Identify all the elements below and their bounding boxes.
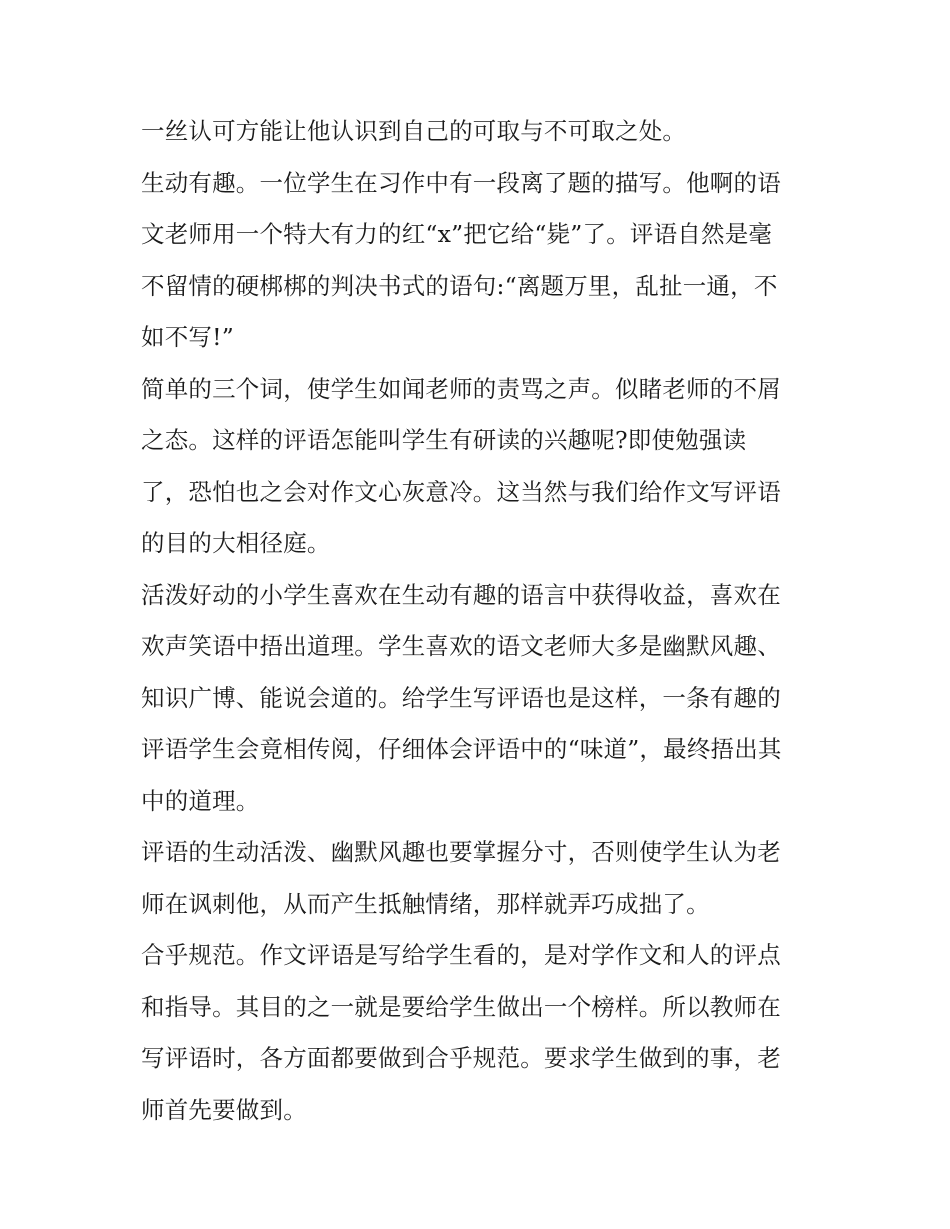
text-line: 合乎规范。作文评语是写给学生看的，是对学作文和人的评点: [141, 941, 781, 969]
text-line: 师首先要做到。: [141, 1095, 307, 1124]
text-line: 简单的三个词，使学生如闻老师的责骂之声。似睹老师的不屑: [141, 374, 781, 403]
text-line: 写评语时，各方面都要做到合乎规范。要求学生做到的事，老: [141, 1044, 781, 1072]
text-line: 活泼好动的小学生喜欢在生动有趣的语言中获得收益，喜欢在: [141, 580, 781, 609]
text-line: 中的道理。: [141, 786, 260, 815]
text-line: 了，恐怕也之会对作文心灰意冷。这当然与我们给作文写评语: [141, 477, 781, 506]
text-line: 之态。这样的评语怎能叫学生有研读的兴趣呢?即使勉强读: [141, 426, 747, 454]
text-line: 评语的生动活泼、幽默风趣也要掌握分寸，否则使学生认为老: [141, 838, 781, 866]
text-line: 一丝认可方能让他认识到自己的可取与不可取之处。: [141, 117, 687, 145]
text-line: 生动有趣。一位学生在习作中有一段离了题的描写。他啊的语: [141, 168, 781, 197]
text-line: 师在讽刺他，从而产生抵触情绪，那样就弄巧成拙了。: [141, 889, 710, 918]
body-text: [141, 106, 821, 1136]
text-line: 如不写!”: [141, 323, 234, 351]
text-line: 评语学生会竟相传阅，仔细体会评语中的“味道”，最终捂出其: [141, 735, 782, 763]
text-line: 知识广博、能说会道的。给学生写评语也是这样，一条有趣的: [141, 683, 781, 712]
text-line: 文老师用一个特大有力的红“x”把它给“毙”了。评语自然是毫: [141, 220, 773, 248]
text-line: 不留情的硬梆梆的判决书式的语句:“离题万里，乱扯一通，不: [141, 271, 778, 300]
text-line: 和指导。其目的之一就是要给学生做出一个榜样。所以教师在: [141, 992, 781, 1021]
text-line: 欢声笑语中捂出道理。学生喜欢的语文老师大多是幽默风趣、: [141, 632, 781, 660]
text-line: 的目的大相径庭。: [141, 529, 331, 557]
